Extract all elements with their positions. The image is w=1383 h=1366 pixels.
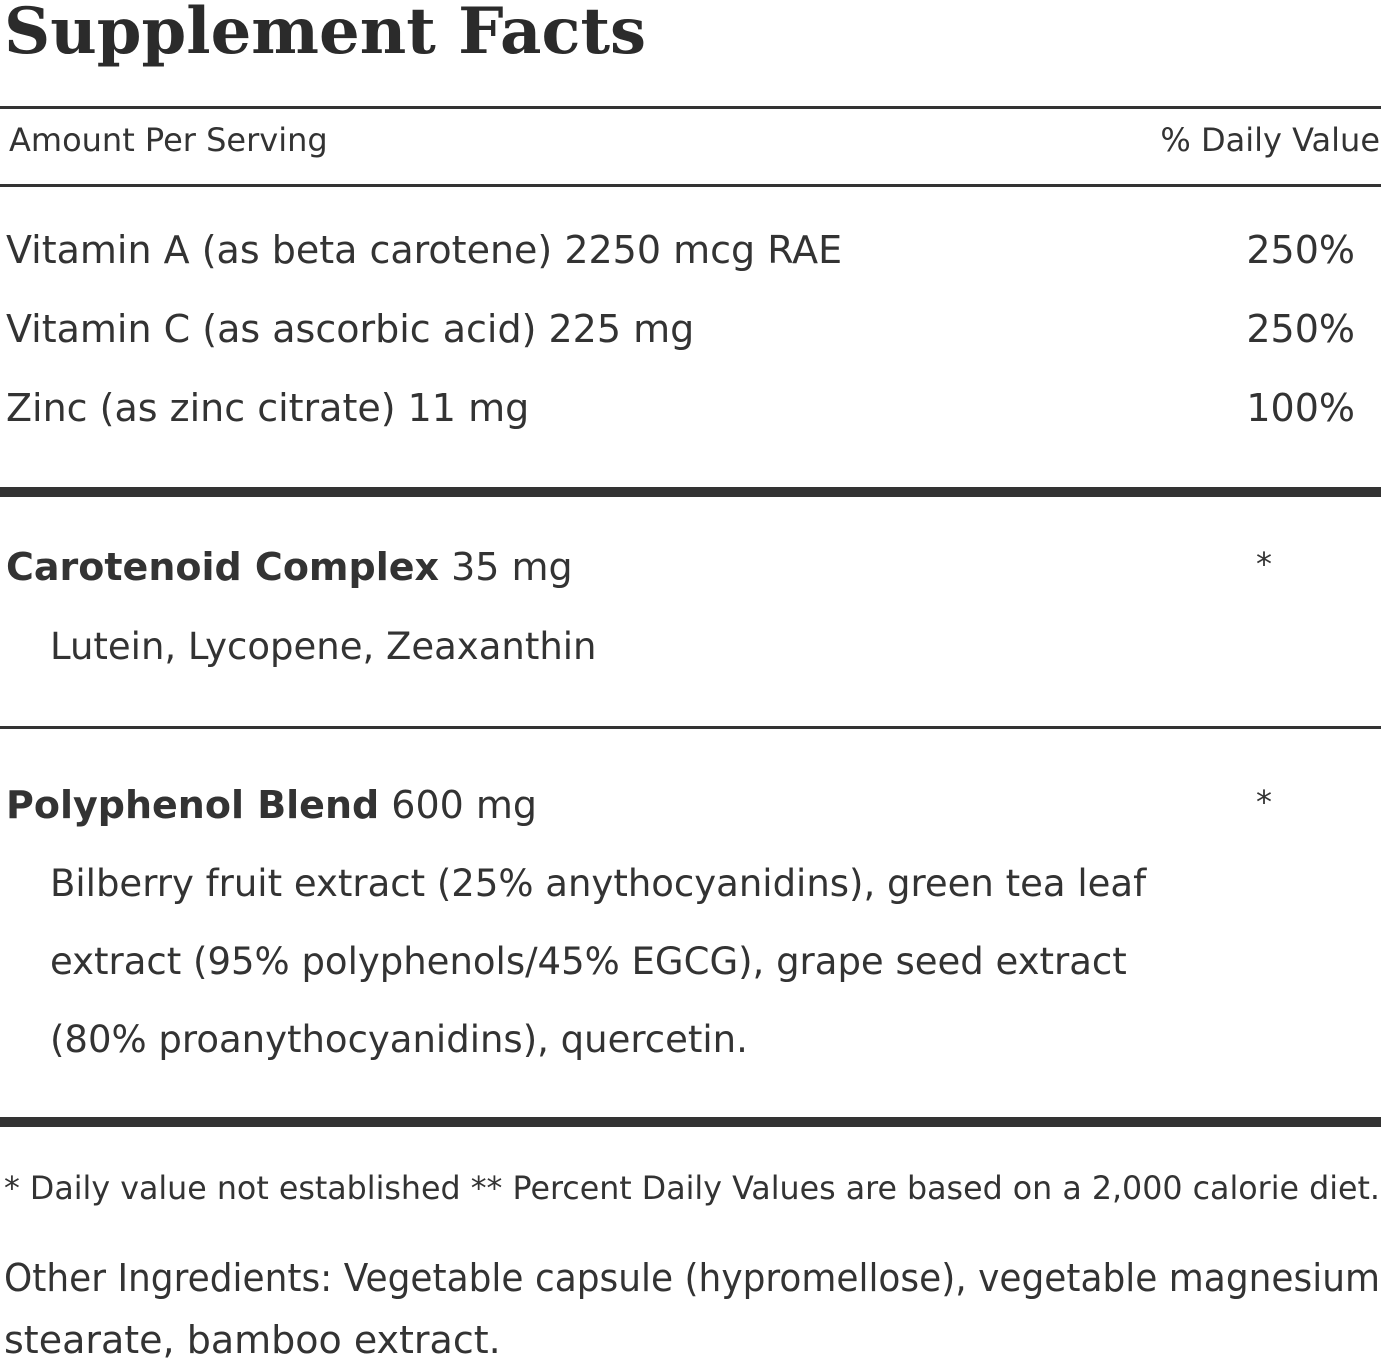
thick-divider-2	[0, 1117, 1381, 1127]
polyphenol-name: Polyphenol Blend	[6, 783, 380, 827]
zinc-dv: 100%	[1246, 386, 1355, 430]
other-ingredients-line-1: Other Ingredients: Vegetable capsule (hypromellose), vegetable magnesium	[4, 1256, 1380, 1300]
carotenoid-ingredients: Lutein, Lycopene, Zeaxanthin	[50, 625, 597, 668]
top-divider	[0, 106, 1381, 109]
carotenoid-amount: 35 mg	[439, 545, 573, 589]
page-title: Supplement Facts	[4, 0, 647, 69]
carotenoid-dv: *	[1256, 545, 1272, 583]
polyphenol-ingredients-line-3: (80% proanythocyanidins), quercetin.	[50, 1018, 748, 1061]
zinc-label: Zinc (as zinc citrate) 11 mg	[6, 386, 530, 430]
vitamin-a-dv: 250%	[1246, 228, 1355, 272]
vitamin-c-dv: 250%	[1246, 307, 1355, 351]
footnote: * Daily value not established ** Percent Daily Values are based on a 2,000 calorie diet.	[4, 1169, 1380, 1207]
amount-per-serving-label: Amount Per Serving	[9, 121, 328, 159]
polyphenol-ingredients-line-1: Bilberry fruit extract (25% anythocyanidins), green tea leaf	[50, 862, 1147, 905]
carotenoid-name: Carotenoid Complex	[6, 545, 440, 589]
other-ingredients-line-2: stearate, bamboo extract.	[4, 1318, 501, 1362]
polyphenol-ingredients-line-2: extract (95% polyphenols/45% EGCG), grape seed extract	[50, 940, 1127, 983]
polyphenol-dv: *	[1256, 783, 1272, 821]
carotenoid-row	[6, 545, 573, 589]
header-divider	[0, 184, 1381, 187]
polyphenol-row	[6, 783, 537, 827]
vitamin-c-label: Vitamin C (as ascorbic acid) 225 mg	[6, 307, 695, 351]
middle-divider	[0, 726, 1381, 729]
daily-value-label: % Daily Value	[1160, 121, 1380, 159]
thick-divider-1	[0, 487, 1381, 497]
polyphenol-amount: 600 mg	[379, 783, 538, 827]
vitamin-a-label: Vitamin A (as beta carotene) 2250 mcg RAE	[6, 228, 843, 272]
